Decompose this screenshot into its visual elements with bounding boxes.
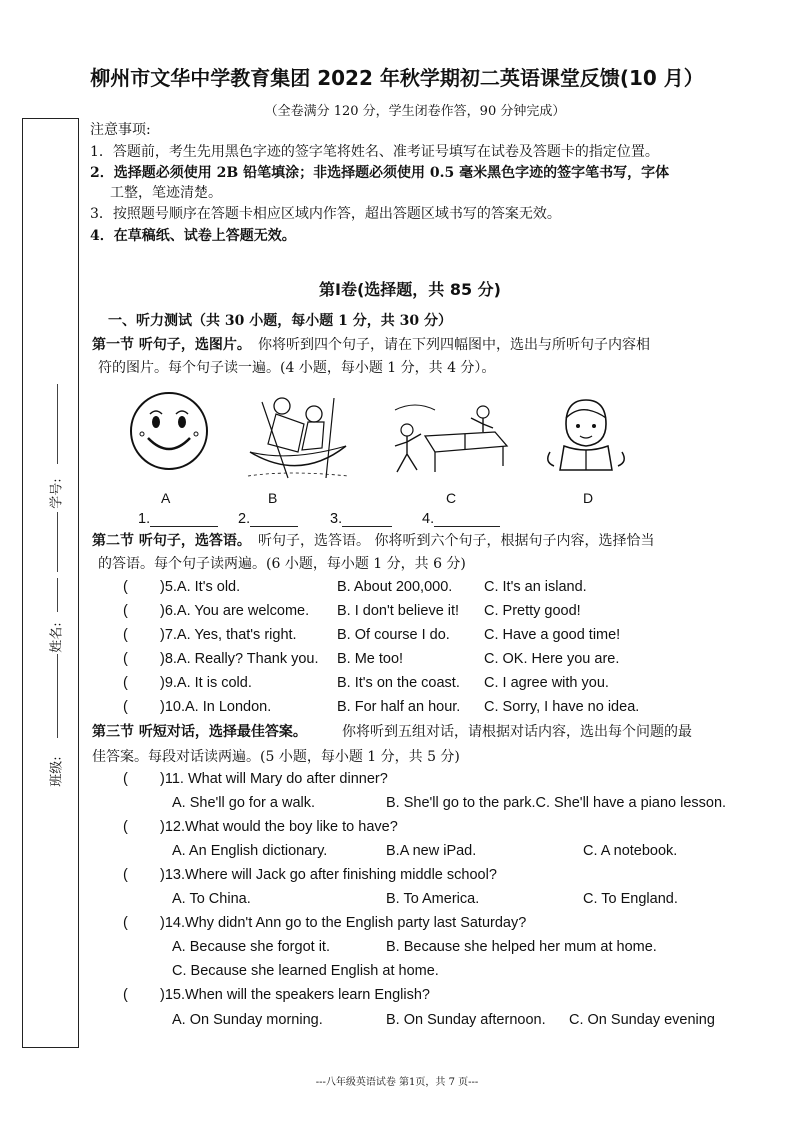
q5-option-b[interactable]: B. About 200,000.: [337, 579, 453, 595]
pic-label-c: C: [446, 490, 457, 506]
answer-blank-3[interactable]: [330, 511, 392, 527]
q9-option-c[interactable]: C. I agree with you.: [484, 675, 609, 691]
section3-desc-2: 佳答案。每段对话读两遍。(5 小题，每小题 1 分，共 5 分): [92, 749, 460, 765]
q12-question: )12.What would the boy like to have?: [160, 819, 398, 835]
name-line-lower: [57, 654, 58, 738]
q12-option-b[interactable]: B.A new iPad.: [386, 843, 477, 859]
blank-2-label: 2.: [238, 511, 251, 527]
q8-option-c[interactable]: C. OK. Here you are.: [484, 651, 620, 667]
id-line: [57, 384, 58, 464]
section1-desc-2: 符的图片。每个句子读一遍。(4 小题，每小题 1 分，共 4 分）。: [98, 360, 496, 376]
q10-paren: (: [123, 699, 128, 715]
q11-question: )11. What will Mary do after dinner?: [160, 771, 388, 787]
section2-desc-2: 的答语。每个句子读两遍。(6 小题，每小题 1 分，共 6 分): [98, 556, 466, 572]
q14-option-c[interactable]: C. Because she learned English at home.: [172, 963, 439, 979]
notice-heading: 注意事项:: [90, 122, 151, 138]
q15-option-c[interactable]: C. On Sunday evening: [569, 1012, 715, 1028]
table-tennis-icon: [385, 400, 515, 480]
q10-option-a[interactable]: )10.A. In London.: [160, 699, 272, 715]
q10-option-b[interactable]: B. For half an hour.: [337, 699, 461, 715]
q8-option-b[interactable]: B. Me too!: [337, 651, 404, 667]
q5-paren: (: [123, 579, 128, 595]
notice-item-3: 3．按照题号顺序在答题卡相应区域内作答，超出答题区域书写的答案无效。: [90, 206, 561, 222]
page-subtitle: （全卷满分 120 分，学生闭卷作答，90 分钟完成）: [264, 104, 566, 119]
q8-option-a[interactable]: )8.A. Really? Thank you.: [160, 651, 319, 667]
notice-item-4: 4．在草稿纸、试卷上答题无效。: [90, 228, 296, 244]
blank-1-label: 1.: [138, 511, 151, 527]
section3-title: 第三节 听短对话，选择最佳答案。: [92, 724, 307, 740]
section1-desc-1: 你将听到四个句子，请在下列四幅图中，选出与所听句子内容相: [258, 337, 650, 353]
q14-question: )14.Why didn't Ann go to the English party last Saturday?: [160, 915, 527, 931]
q5-option-a[interactable]: )5.A. It's old.: [160, 579, 241, 595]
q9-paren: (: [123, 675, 128, 691]
q11-option-a[interactable]: A. She'll go for a walk.: [172, 795, 316, 811]
section2-desc-1: 听句子，选答语。 你将听到六个句子，根据句子内容，选择恰当: [258, 533, 655, 549]
listening-title: 一、听力测试（共 30 小题，每小题 1 分，共 30 分）: [108, 313, 452, 329]
q13-option-b[interactable]: B. To America.: [386, 891, 480, 907]
name-line: [57, 578, 58, 612]
id-line-lower: [57, 512, 58, 572]
notice-item-1: 1．答题前，考生先用黑色字迹的签字笔将姓名、准考证号填写在试卷及答题卡的指定位置。: [90, 144, 659, 160]
answer-blank-1[interactable]: [138, 511, 218, 527]
section1-title: 第一节 听句子，选图片。: [92, 337, 251, 353]
pic-label-b: B: [268, 490, 278, 506]
q7-option-b[interactable]: B. Of course I do.: [337, 627, 450, 643]
q13-paren: (: [123, 867, 128, 883]
q15-option-b[interactable]: B. On Sunday afternoon.: [386, 1012, 546, 1028]
part1-title: 第Ⅰ卷(选择题，共 85 分): [319, 280, 501, 299]
boy-reading-icon: [540, 394, 630, 474]
student-id-label: 学号:: [49, 478, 65, 509]
q15-paren: (: [123, 987, 128, 1003]
q13-option-a[interactable]: A. To China.: [172, 891, 251, 907]
q7-option-a[interactable]: )7.A. Yes, that's right.: [160, 627, 297, 643]
q7-option-c[interactable]: C. Have a good time!: [484, 627, 621, 643]
q12-option-a[interactable]: A. An English dictionary.: [172, 843, 328, 859]
page-footer: ---八年级英语试卷 第1页，共 7 页---: [315, 1077, 479, 1088]
answer-blank-4[interactable]: [422, 511, 500, 527]
q14-option-a[interactable]: A. Because she forgot it.: [172, 939, 330, 955]
q13-option-c[interactable]: C. To England.: [583, 891, 678, 907]
q11-paren: (: [123, 771, 128, 787]
q12-paren: (: [123, 819, 128, 835]
q6-option-b[interactable]: B. I don't believe it!: [337, 603, 460, 619]
q7-paren: (: [123, 627, 128, 643]
notice-item-2: 2．选择题必须使用 2B 铅笔填涂；非选择题必须使用 0.5 毫米黑色字迹的签字笔书写，字体: [90, 165, 670, 181]
student-name-label: 姓名:: [49, 622, 65, 653]
q6-paren: (: [123, 603, 128, 619]
notice-item-2-cont: 工整，笔迹清楚。: [110, 185, 222, 201]
q5-option-c[interactable]: C. It's an island.: [484, 579, 587, 595]
q11-option-bc[interactable]: B. She'll go to the park.C. She'll have a piano lesson.: [386, 795, 727, 811]
blank-3-label: 3.: [330, 511, 343, 527]
q8-paren: (: [123, 651, 128, 667]
smiley-face-icon: [128, 390, 210, 472]
section2-title: 第二节 听句子，选答语。: [92, 533, 251, 549]
pic-label-a: A: [161, 490, 171, 506]
student-info-box: [22, 118, 79, 1048]
section3-desc-1: 你将听到五组对话，请根据对话内容，选出每个问题的最: [342, 724, 692, 740]
q9-option-b[interactable]: B. It's on the coast.: [337, 675, 460, 691]
q9-option-a[interactable]: )9.A. It is cold.: [160, 675, 252, 691]
q15-question: )15.When will the speakers learn English?: [160, 987, 430, 1003]
q14-paren: (: [123, 915, 128, 931]
q6-option-c[interactable]: C. Pretty good!: [484, 603, 581, 619]
boating-people-icon: [242, 392, 352, 482]
q13-question: )13.Where will Jack go after finishing middle school?: [160, 867, 497, 883]
page-title: 柳州市文华中学教育集团 2022 年秋学期初二英语课堂反馈(10 月）: [90, 66, 704, 90]
class-label: 班级:: [49, 756, 65, 787]
q14-option-b[interactable]: B. Because she helped her mum at home.: [386, 939, 657, 955]
q12-option-c[interactable]: C. A notebook.: [583, 843, 678, 859]
pic-label-d: D: [583, 490, 594, 506]
blank-4-label: 4.: [422, 511, 435, 527]
answer-blank-2[interactable]: [238, 511, 298, 527]
q15-option-a[interactable]: A. On Sunday morning.: [172, 1012, 323, 1028]
q10-option-c[interactable]: C. Sorry, I have no idea.: [484, 699, 640, 715]
q6-option-a[interactable]: )6.A. You are welcome.: [160, 603, 310, 619]
